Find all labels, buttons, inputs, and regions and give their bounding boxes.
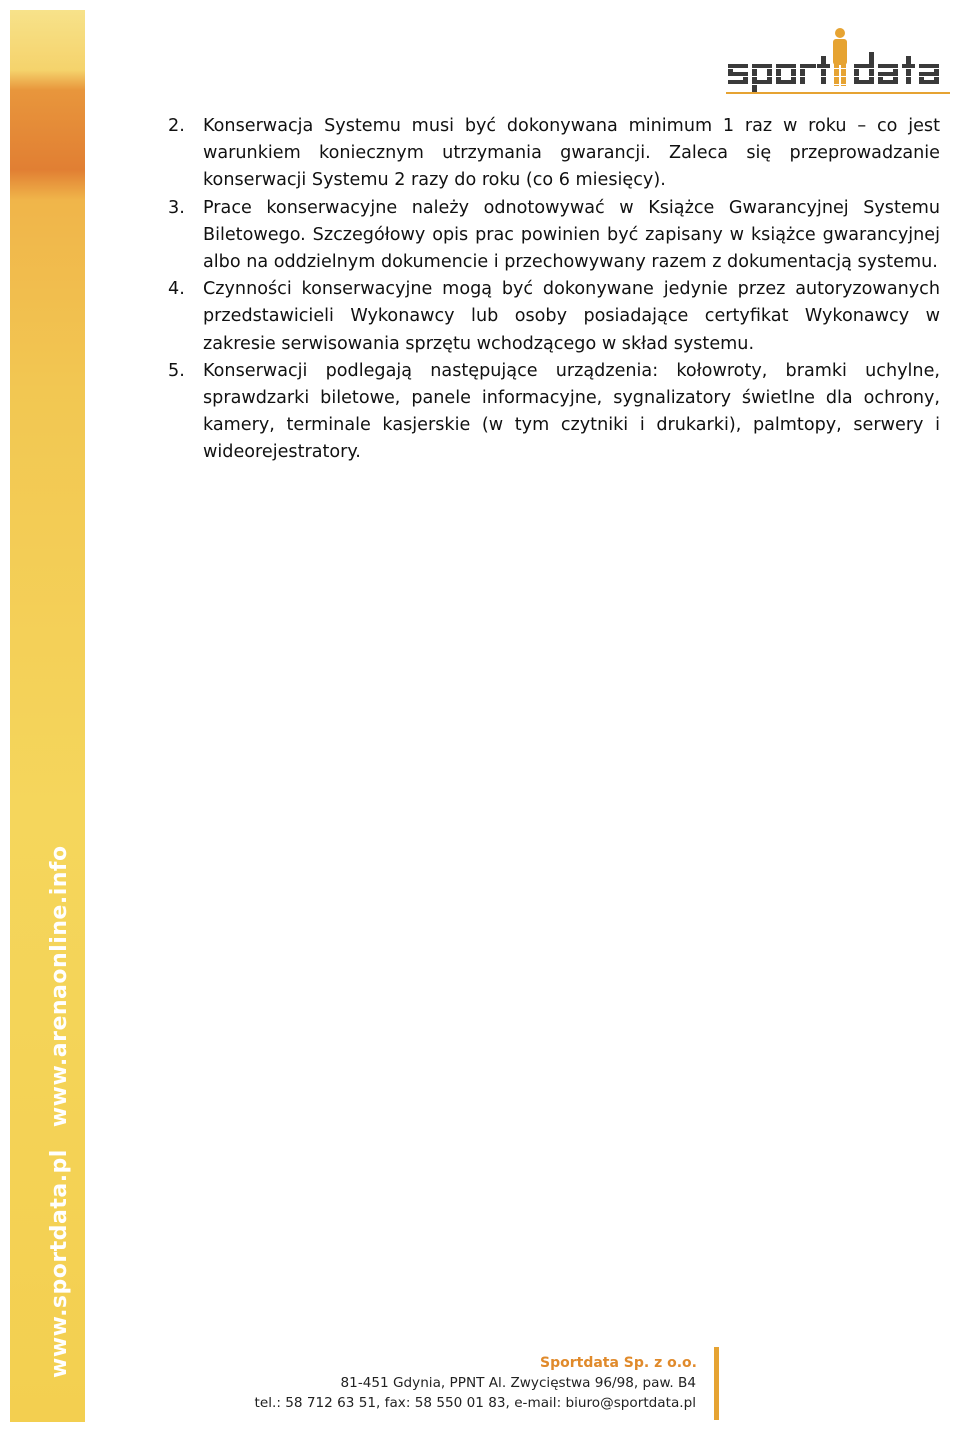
list-item-text: Konserwacja Systemu musi być dokonywana minimum 1 raz w roku – co jest warunkiem koniecznym utrzymania gwarancji. Zaleca się przeprowadzanie konserwacji Systemu 2 razy do roku (co 6 miesięcy). (203, 116, 940, 191)
sportdata-logo-icon (726, 26, 950, 98)
list-item-text: Prace konserwacyjne należy odnotowywać w Książce Gwarancyjnej Systemu Biletowego. Szczegółowy opis prac powinien być zapisany w książce gwarancyjnej albo na oddzielnym dokumencie i przechowywany razem z dokumentacją systemu. (203, 197, 940, 273)
footer-contact: tel.: 58 712 63 51, fax: 58 550 01 83, e-mail: biuro@sportdata.pl (254, 1395, 696, 1411)
maintenance-list (168, 113, 940, 467)
list-item (168, 276, 940, 358)
list-item (168, 358, 940, 467)
sportdata-url: www.sportdata.pl (47, 1149, 72, 1378)
figure-icon (833, 28, 847, 86)
list-item-number: 4. (168, 279, 185, 300)
list-item-number: 2. (168, 116, 185, 136)
list-item-number: 3. (168, 197, 185, 218)
list-item-text: Czynności konserwacyjne mogą być dokonywane jedynie przez autoryzowanych przedstawicieli Wykonawcy lub osoby posiadające certyfikat Wykonawcy w zakresie serwisowania sprzętu wchodzącego w skład systemu. (203, 279, 940, 354)
side-urls (47, 845, 72, 1378)
arenaonline-url: www.arenaonline.info (47, 845, 72, 1128)
sportdata-logo (726, 26, 950, 98)
list-item (168, 113, 940, 195)
footer-accent-bar (714, 1347, 719, 1420)
footer-address: 81-451 Gdynia, PPNT Al. Zwycięstwa 96/98, paw. B4 (340, 1375, 696, 1391)
list-item-text: Konserwacji podlegają następujące urządzenia: kołowroty, bramki uchylne, sprawdzarki biletowe, panele informacyjne, sygnalizatory świetlne dla ochrony, kamery, terminale kasjerskie (w tym czytniki i drukarki), palmtopy, serwery i wideorejestratory. (203, 360, 940, 463)
list-item (168, 195, 940, 277)
footer-company: Sportdata Sp. z o.o. (540, 1355, 697, 1371)
list-item-number: 5. (168, 360, 185, 381)
